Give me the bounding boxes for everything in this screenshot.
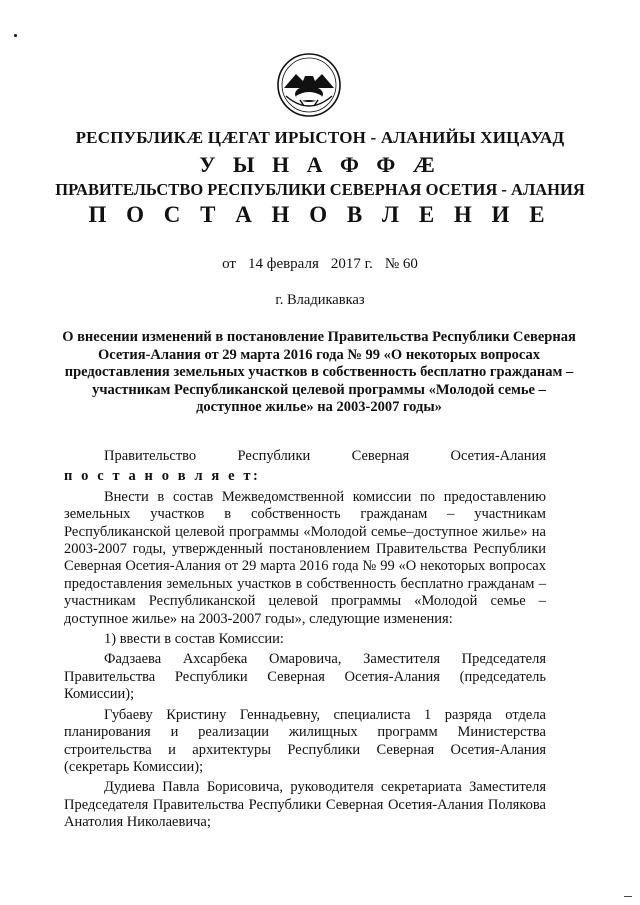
paragraph-3: Фадзаева Ахсарбека Омаровича, Заместителя Председателя Правительства Республики Северная Осетия-Алания (председатель Комиссии); bbox=[64, 651, 546, 703]
preamble: Правительство Республики Северная Осетия-Алания bbox=[104, 448, 546, 464]
paragraph-5: Дудиева Павла Борисовича, руководителя секретариата Заместителя Председателя Правительства Республики Северная Осетия-Алания Полякова Анатолия Николаевича; bbox=[64, 779, 546, 831]
header-ossetian-decree: У Ы Н А Ф Ф Æ bbox=[199, 152, 441, 177]
decree-number: № 60 bbox=[384, 256, 418, 272]
paragraph-4: Губаеву Кристину Геннадьевну, специалиста 1 разряда отдела планирования и реализации жилищных программ Министерства строительства и архитектуры Республики Северная Осетия-Алания (секретарь Комиссии); bbox=[64, 706, 546, 775]
decree-date-line bbox=[0, 256, 640, 273]
header-government: ПРАВИТЕЛЬСТВО РЕСПУБЛИКИ СЕВЕРНАЯ ОСЕТИЯ - АЛАНИЯ bbox=[55, 180, 585, 199]
scan-edge-mark bbox=[624, 896, 632, 897]
date-year: 2017 г. bbox=[330, 256, 373, 272]
paragraph-1: Внести в состав Межведомственной комиссии по предоставлению земельных участков в собственность гражданам – участникам Республиканской целевой программы «Молодой семье–доступное жилье» на 2003-2007 годы, утвержденный постановлением Правительства Республики Северная Осетия-Алания от 29 марта 2016 года № 99 «О некоторых вопросах предоставления земельных участков в собственность бесплатно гражданам – участникам Республиканской целевой программы «Молодой семье – доступное жилье» на 2003-2007 годы», следующие изменения: bbox=[64, 488, 546, 627]
paragraph-2: 1) ввести в состав Комиссии: bbox=[104, 631, 284, 648]
decree-body bbox=[64, 448, 546, 835]
decrees-word: п о с т а н о в л я е т: bbox=[64, 468, 261, 485]
date-prefix: от bbox=[222, 256, 236, 272]
header-ossetian-republic: РЕСПУБЛИКÆ ЦÆГАТ ИРЫСТОН - АЛАНИЙЫ ХИЦАУАД bbox=[75, 128, 565, 147]
date-day-month: 14 февраля bbox=[247, 256, 319, 272]
coat-of-arms-icon bbox=[276, 52, 342, 118]
scan-speck bbox=[14, 34, 17, 37]
decree-title: О внесении изменений в постановление Правительства Республики Северная Осетия-Алания от 29 марта 2016 года № 99 «О некоторых вопросах предоставления земельных участков в собственность бесплатно гражданам – участникам Республиканской целевой программы «Молодой семье – доступное жилье» на 2003-2007 годы» bbox=[62, 329, 576, 416]
header-decree: П О С Т А Н О В Л Е Н И Е bbox=[88, 202, 552, 227]
decree-city: г. Владикавказ bbox=[275, 292, 365, 308]
